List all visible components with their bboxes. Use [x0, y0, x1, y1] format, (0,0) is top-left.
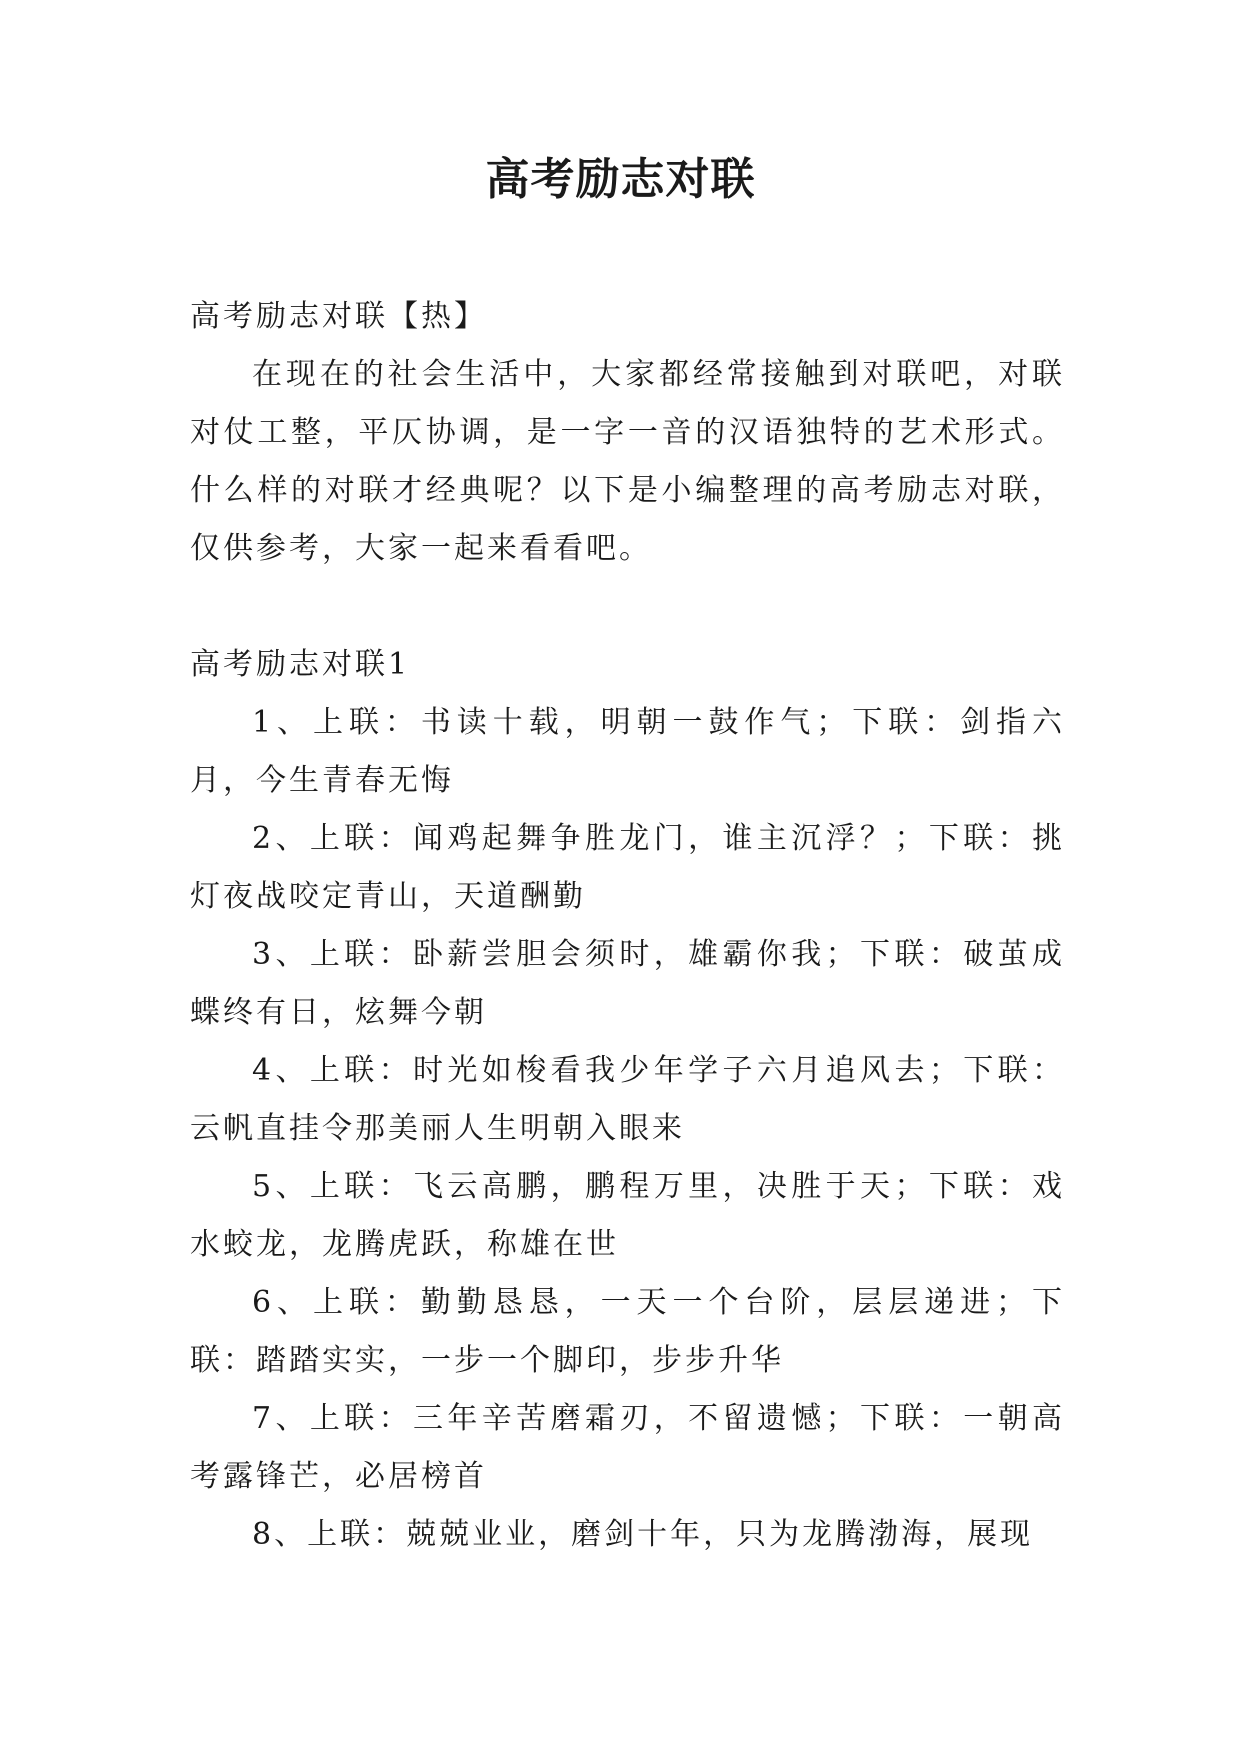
couplet-item: 7、上联：三年辛苦磨霜刃，不留遗憾；下联：一朝高考露锋芒，必居榜首	[190, 1401, 1065, 1494]
couplet-item: 3、上联：卧薪尝胆会须时，雄霸你我；下联：破茧成蝶终有日，炫舞今朝	[190, 937, 1065, 1030]
couplet-item: 2、上联：闻鸡起舞争胜龙门，谁主沉浮？；下联：挑灯夜战咬定青山，天道酬勤	[190, 821, 1065, 914]
couplet-item: 4、上联：时光如梭看我少年学子六月追风去；下联：云帆直挂令那美丽人生明朝入眼来	[190, 1053, 1065, 1146]
section-heading: 高考励志对联1	[190, 647, 411, 682]
page-title: 高考励志对联	[485, 154, 756, 205]
paragraph-spacer	[190, 578, 1065, 636]
couplet-item: 8、上联：兢兢业业，磨剑十年，只为龙腾渤海，展现	[252, 1517, 1034, 1552]
article-subtitle: 高考励志对联【热】	[190, 299, 487, 334]
intro-paragraph: 在现在的社会生活中，大家都经常接触到对联吧，对联对仗工整，平仄协调，是一字一音的汉语独特的艺术形式。什么样的对联才经典呢？以下是小编整理的高考励志对联，仅供参考，大家一起来看看吧。	[190, 357, 1065, 566]
couplet-item: 5、上联：飞云高鹏，鹏程万里，决胜于天；下联：戏水蛟龙，龙腾虎跃，称雄在世	[190, 1169, 1065, 1262]
document-body	[190, 288, 1065, 1564]
couplet-item: 6、上联：勤勤恳恳，一天一个台阶，层层递进；下联：踏踏实实，一步一个脚印，步步升华	[190, 1285, 1065, 1378]
couplet-item: 1、上联：书读十载，明朝一鼓作气；下联：剑指六月，今生青春无悔	[190, 705, 1065, 798]
